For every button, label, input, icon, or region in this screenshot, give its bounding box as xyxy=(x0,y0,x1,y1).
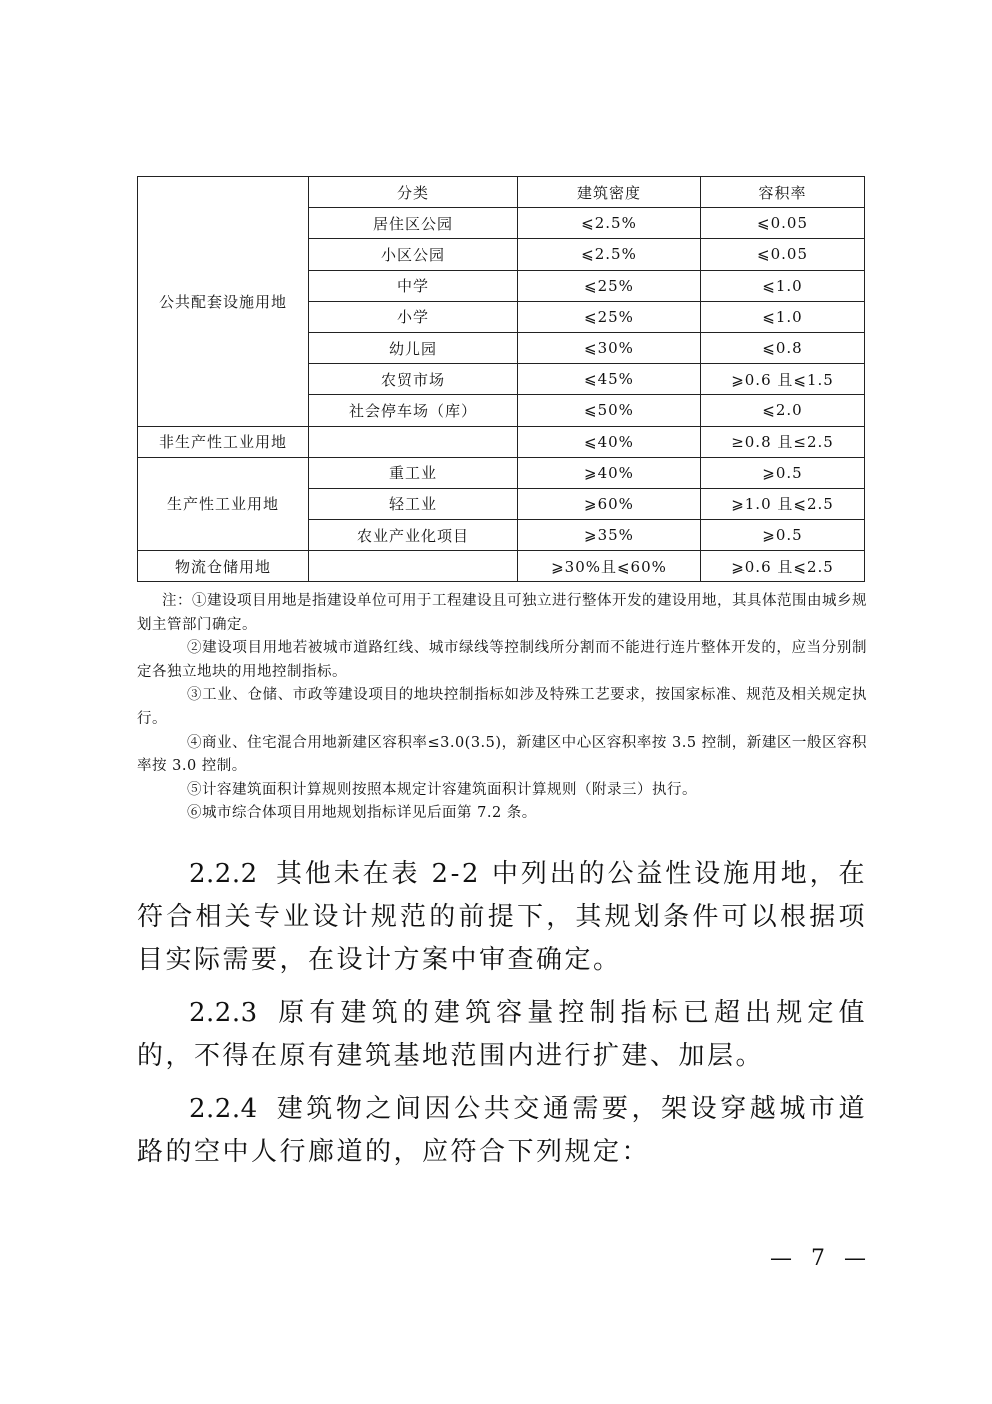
category-cell: 农贸市场 xyxy=(309,364,518,395)
clause-number: 2.2.2 xyxy=(189,859,258,889)
header-far: 容积率 xyxy=(701,177,865,208)
category-cell: 幼儿园 xyxy=(309,332,518,363)
land-use-indicator-table xyxy=(137,176,865,582)
far-cell: ⩾0.5 xyxy=(701,520,865,551)
category-cell: 小区公园 xyxy=(309,239,518,270)
density-cell: ⩾60% xyxy=(518,488,701,519)
clause-2-2-3 xyxy=(137,992,867,1078)
density-cell: ⩽25% xyxy=(518,270,701,301)
note-6: ⑥城市综合体项目用地规划指标详见后面第 7.2 条。 xyxy=(187,805,537,822)
note-2: ②建设项目用地若被城市道路红线、城市绿线等控制线所分割而不能进行连片整体开发的，应当分别制定各独立地块的用地控制指标。 xyxy=(137,640,867,680)
page-number: — 7 — xyxy=(770,1246,872,1271)
category-cell xyxy=(309,426,518,457)
far-cell: ⩽0.05 xyxy=(701,239,865,270)
clause-text: 原有建筑的建筑容量控制指标已超出规定值的，不得在原有建筑基地范围内进行扩建、加层。 xyxy=(137,998,867,1071)
note-3: ③工业、仓储、市政等建设项目的地块控制指标如涉及特殊工艺要求，按国家标准、规范及相关规定执行。 xyxy=(137,687,867,727)
header-density: 建筑密度 xyxy=(518,177,701,208)
far-cell: ⩾0.6 且⩽1.5 xyxy=(701,364,865,395)
group-cell: 物流仓储用地 xyxy=(138,551,309,582)
category-cell: 重工业 xyxy=(309,457,518,488)
table-notes xyxy=(137,590,867,826)
far-cell: ≥0.8 且≤2.5 xyxy=(701,426,865,457)
density-cell: ⩾40% xyxy=(518,457,701,488)
body-text xyxy=(137,853,867,1184)
density-cell: ⩽2.5% xyxy=(518,208,701,239)
group-cell: 公共配套设施用地 xyxy=(138,177,309,427)
far-cell: ⩾0.6 且⩽2.5 xyxy=(701,551,865,582)
group-cell: 非生产性工业用地 xyxy=(138,426,309,457)
note-5: ⑤计容建筑面积计算规则按照本规定计容建筑面积计算规则（附录三）执行。 xyxy=(187,781,697,798)
far-cell: ⩾0.5 xyxy=(701,457,865,488)
clause-text: 建筑物之间因公共交通需要，架设穿越城市道路的空中人行廊道的，应符合下列规定： xyxy=(137,1094,867,1167)
category-cell: 居住区公园 xyxy=(309,208,518,239)
far-cell: ⩽0.8 xyxy=(701,332,865,363)
category-cell: 中学 xyxy=(309,270,518,301)
density-cell: ⩽25% xyxy=(518,301,701,332)
clause-text: 其他未在表 2-2 中列出的公益性设施用地，在符合相关专业设计规范的前提下，其规划条件可以根据项目实际需要，在设计方案中审查确定。 xyxy=(137,859,867,975)
table-row xyxy=(138,426,865,457)
density-cell: ⩽2.5% xyxy=(518,239,701,270)
density-cell: ⩽30% xyxy=(518,332,701,363)
clause-2-2-2 xyxy=(137,853,867,982)
far-cell: ⩽0.05 xyxy=(701,208,865,239)
note-4: ④商业、住宅混合用地新建区容积率≤3.0(3.5)，新建区中心区容积率按 3.5 控制，新建区一般区容积率按 3.0 控制。 xyxy=(137,734,867,775)
density-cell: ⩾35% xyxy=(518,520,701,551)
category-cell: 轻工业 xyxy=(309,488,518,519)
far-cell: ⩽1.0 xyxy=(701,270,865,301)
category-cell: 农业产业化项目 xyxy=(309,520,518,551)
table-row xyxy=(138,551,865,582)
clause-number: 2.2.4 xyxy=(189,1094,258,1124)
far-cell: ⩾1.0 且⩽2.5 xyxy=(701,488,865,519)
clause-number: 2.2.3 xyxy=(189,998,258,1028)
category-cell: 小学 xyxy=(309,301,518,332)
density-cell: ⩽40% xyxy=(518,426,701,457)
table-row xyxy=(138,177,865,208)
category-cell: 社会停车场（库） xyxy=(309,395,518,426)
density-cell: ⩽50% xyxy=(518,395,701,426)
density-cell: ⩾30%且⩽60% xyxy=(518,551,701,582)
table-row xyxy=(138,457,865,488)
density-cell: ⩽45% xyxy=(518,364,701,395)
category-cell xyxy=(309,551,518,582)
clause-2-2-4 xyxy=(137,1088,867,1174)
note-1: 注：①建设项目用地是指建设单位可用于工程建设且可独立进行整体开发的建设用地，其具体范围由城乡规划主管部门确定。 xyxy=(137,593,867,633)
group-cell: 生产性工业用地 xyxy=(138,457,309,551)
far-cell: ⩽1.0 xyxy=(701,301,865,332)
far-cell: ⩽2.0 xyxy=(701,395,865,426)
header-category: 分类 xyxy=(309,177,518,208)
